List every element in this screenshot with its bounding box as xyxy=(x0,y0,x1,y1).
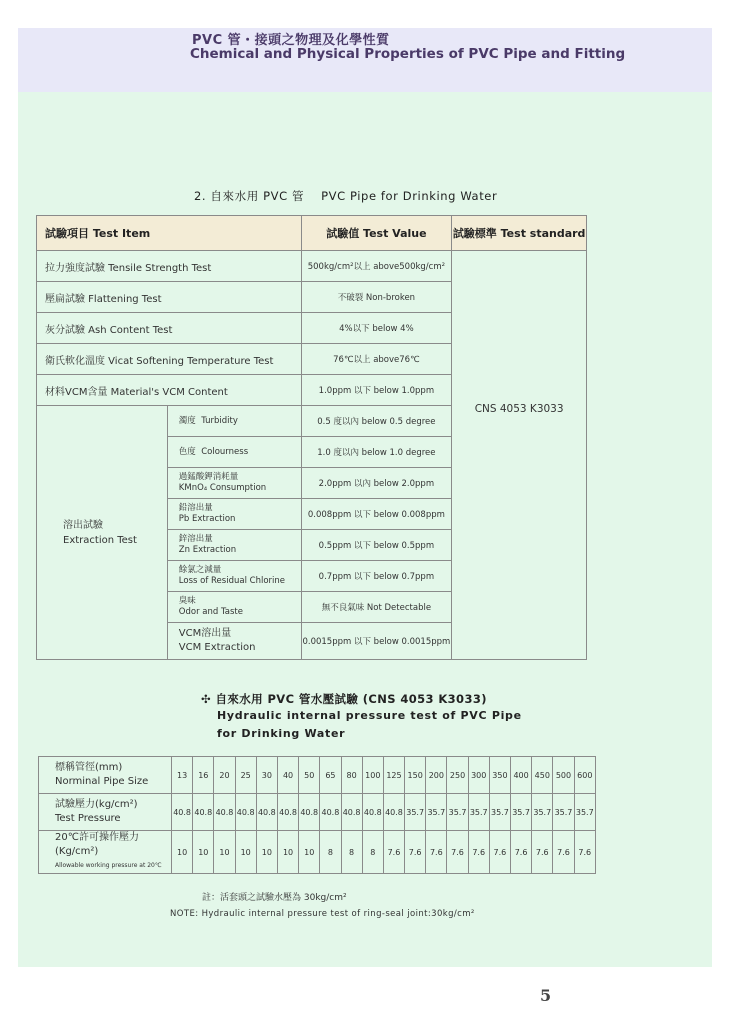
pressure-cell: 250 xyxy=(447,757,468,794)
pressure-cell: 7.6 xyxy=(532,831,553,874)
pressure-cell: 125 xyxy=(383,757,404,794)
pressure-cell: 100 xyxy=(362,757,383,794)
pressure-cell: 35.7 xyxy=(532,794,553,831)
extraction-item-zh: 過錳酸鉀消耗量 xyxy=(178,472,239,482)
pressure-cell: 10 xyxy=(277,831,298,874)
extraction-label-zh: 溶出試驗 xyxy=(63,519,103,531)
column-header-test-value: 試驗值 Test Value xyxy=(301,216,452,251)
note-zh: 註：活套頭之試驗水壓為 30kg/cm² xyxy=(202,893,347,903)
extraction-item xyxy=(167,530,301,561)
test-value: 500kg/cm²以上 above500kg/cm² xyxy=(301,251,452,282)
extraction-test-label xyxy=(37,406,168,660)
test-value: 76℃以上 above76℃ xyxy=(301,344,452,375)
test-value: 0.5 度以內 below 0.5 degree xyxy=(301,406,452,437)
pressure-cell: 10 xyxy=(172,831,193,874)
test-value: 無不良氣味 Not Detectable xyxy=(301,592,452,623)
pressure-cell: 7.6 xyxy=(405,831,426,874)
pressure-cell: 40.8 xyxy=(214,794,235,831)
pressure-cell: 35.7 xyxy=(405,794,426,831)
test-value: 1.0ppm 以下 below 1.0ppm xyxy=(301,375,452,406)
row-header-en: Allowable working pressure at 20℃ xyxy=(55,862,162,869)
pressure-cell: 7.6 xyxy=(468,831,489,874)
pressure-table-body xyxy=(39,757,596,874)
test-value: 0.5ppm 以下 below 0.5ppm xyxy=(301,530,452,561)
pressure-cell: 40.8 xyxy=(320,794,341,831)
pressure-cell: 400 xyxy=(511,757,532,794)
pressure-cell: 50 xyxy=(299,757,320,794)
table-row xyxy=(37,251,587,282)
extraction-item-zh: 鉛溶出量 xyxy=(178,503,213,513)
pressure-cell: 13 xyxy=(172,757,193,794)
pressure-table xyxy=(38,756,596,874)
pressure-cell: 7.6 xyxy=(383,831,404,874)
pressure-cell: 20 xyxy=(214,757,235,794)
pressure-cell: 80 xyxy=(341,757,362,794)
extraction-item xyxy=(167,561,301,592)
extraction-item-en: Loss of Residual Chlorine xyxy=(178,576,285,586)
section-title: 2. 自來水用 PVC 管 PVC Pipe for Drinking Water xyxy=(194,189,498,203)
pressure-cell: 7.6 xyxy=(489,831,510,874)
pressure-cell: 30 xyxy=(256,757,277,794)
pressure-cell: 10 xyxy=(214,831,235,874)
extraction-item xyxy=(167,437,301,468)
pressure-cell: 40.8 xyxy=(383,794,404,831)
test-item: 壓扁試驗 Flattening Test xyxy=(37,282,302,313)
hydraulic-title-en-line1: Hydraulic internal pressure test of PVC Pipe xyxy=(217,709,522,722)
pressure-cell: 35.7 xyxy=(553,794,574,831)
extraction-item xyxy=(167,592,301,623)
pressure-cell: 450 xyxy=(532,757,553,794)
row-header-en: Test Pressure xyxy=(55,813,121,824)
extraction-item-en: Zn Extraction xyxy=(178,545,237,555)
column-header-test-standard: 試驗標準 Test standard xyxy=(452,216,587,251)
row-header-zh: 20℃許可操作壓力(Kg/cm²) xyxy=(55,832,139,857)
pressure-cell: 40.8 xyxy=(277,794,298,831)
note-en: NOTE: Hydraulic internal pressure test of ring-seal joint:30kg/cm² xyxy=(170,909,475,919)
test-item: 衛氏軟化溫度 Vicat Softening Temperature Test xyxy=(37,344,302,375)
pressure-table-row xyxy=(39,794,596,831)
column-header-test-item: 試驗項目 Test Item xyxy=(37,216,302,251)
pressure-table-row xyxy=(39,757,596,794)
page-title-en: Chemical and Physical Properties of PVC Pipe and Fitting xyxy=(190,46,626,62)
properties-table xyxy=(36,215,587,660)
page-title-zh: PVC 管・接頭之物理及化學性質 xyxy=(192,33,390,48)
row-header-en: Norminal Pipe Size xyxy=(55,776,149,787)
pressure-cell: 35.7 xyxy=(574,794,595,831)
pressure-cell: 8 xyxy=(320,831,341,874)
pressure-cell: 40.8 xyxy=(172,794,193,831)
extraction-item-en: Turbidity xyxy=(201,415,238,426)
pressure-cell: 7.6 xyxy=(574,831,595,874)
extraction-item-en: Pb Extraction xyxy=(178,514,236,524)
pressure-cell: 200 xyxy=(426,757,447,794)
table-header-row xyxy=(37,216,587,251)
page-number: 5 xyxy=(540,986,552,1005)
hydraulic-title-zh: ✣ 自來水用 PVC 管水壓試驗 (CNS 4053 K3033) xyxy=(201,692,487,706)
extraction-item-zh: 餘氯之減量 xyxy=(178,565,222,575)
pressure-cell: 35.7 xyxy=(489,794,510,831)
extraction-item-zh: VCM溶出量 xyxy=(178,628,232,639)
row-header xyxy=(39,757,172,794)
pressure-cell: 40.8 xyxy=(341,794,362,831)
extraction-item-en: VCM Extraction xyxy=(178,642,256,653)
test-item: 拉力強度試驗 Tensile Strength Test xyxy=(37,251,302,282)
pressure-cell: 40.8 xyxy=(362,794,383,831)
test-item: 灰分試驗 Ash Content Test xyxy=(37,313,302,344)
test-value: 0.0015ppm 以下 below 0.0015ppm xyxy=(301,623,452,660)
pressure-cell: 35.7 xyxy=(447,794,468,831)
pressure-cell: 8 xyxy=(341,831,362,874)
pressure-cell: 25 xyxy=(235,757,256,794)
pressure-cell: 40.8 xyxy=(256,794,277,831)
extraction-item-zh: 鋅溶出量 xyxy=(178,534,213,544)
pressure-cell: 7.6 xyxy=(426,831,447,874)
extraction-item xyxy=(167,406,301,437)
pressure-cell: 40.8 xyxy=(193,794,214,831)
pressure-cell: 40.8 xyxy=(235,794,256,831)
pressure-cell: 40 xyxy=(277,757,298,794)
row-header xyxy=(39,794,172,831)
pressure-table-row xyxy=(39,831,596,874)
extraction-item xyxy=(167,468,301,499)
test-value: 0.008ppm 以下 below 0.008ppm xyxy=(301,499,452,530)
test-standard: CNS 4053 K3033 xyxy=(452,251,587,660)
pressure-cell: 16 xyxy=(193,757,214,794)
pressure-cell: 10 xyxy=(235,831,256,874)
pressure-cell: 10 xyxy=(193,831,214,874)
row-header-zh: 標稱管徑(mm) xyxy=(55,762,123,773)
extraction-item-zh: 臭味 xyxy=(178,596,196,606)
test-value: 不破裂 Non-broken xyxy=(301,282,452,313)
pressure-cell: 65 xyxy=(320,757,341,794)
test-value: 2.0ppm 以內 below 2.0ppm xyxy=(301,468,452,499)
pressure-cell: 7.6 xyxy=(553,831,574,874)
pressure-cell: 500 xyxy=(553,757,574,794)
test-value: 4%以下 below 4% xyxy=(301,313,452,344)
extraction-item xyxy=(167,623,301,660)
pressure-cell: 35.7 xyxy=(426,794,447,831)
pressure-cell: 40.8 xyxy=(299,794,320,831)
pressure-cell: 35.7 xyxy=(468,794,489,831)
row-header-zh: 試驗壓力(kg/cm²) xyxy=(55,799,138,810)
extraction-item-en: Colourness xyxy=(201,446,249,457)
pressure-cell: 150 xyxy=(405,757,426,794)
pressure-cell: 300 xyxy=(468,757,489,794)
extraction-item-en: Odor and Taste xyxy=(178,607,243,617)
extraction-item xyxy=(167,499,301,530)
pressure-cell: 8 xyxy=(362,831,383,874)
test-value: 1.0 度以內 below 1.0 degree xyxy=(301,437,452,468)
pressure-cell: 35.7 xyxy=(511,794,532,831)
pressure-cell: 7.6 xyxy=(511,831,532,874)
hydraulic-title-en-line2: for Drinking Water xyxy=(217,727,346,740)
pressure-cell: 10 xyxy=(256,831,277,874)
pressure-cell: 7.6 xyxy=(447,831,468,874)
pressure-cell: 600 xyxy=(574,757,595,794)
pressure-cell: 350 xyxy=(489,757,510,794)
row-header xyxy=(39,831,172,874)
extraction-label-en: Extraction Test xyxy=(63,534,137,546)
test-item: 材料VCM含量 Material's VCM Content xyxy=(37,375,302,406)
extraction-item-en: KMnO₄ Consumption xyxy=(178,483,267,493)
extraction-item-zh: 濁度 xyxy=(178,415,196,426)
test-value: 0.7ppm 以下 below 0.7ppm xyxy=(301,561,452,592)
pressure-cell: 10 xyxy=(299,831,320,874)
extraction-item-zh: 色度 xyxy=(178,446,196,457)
